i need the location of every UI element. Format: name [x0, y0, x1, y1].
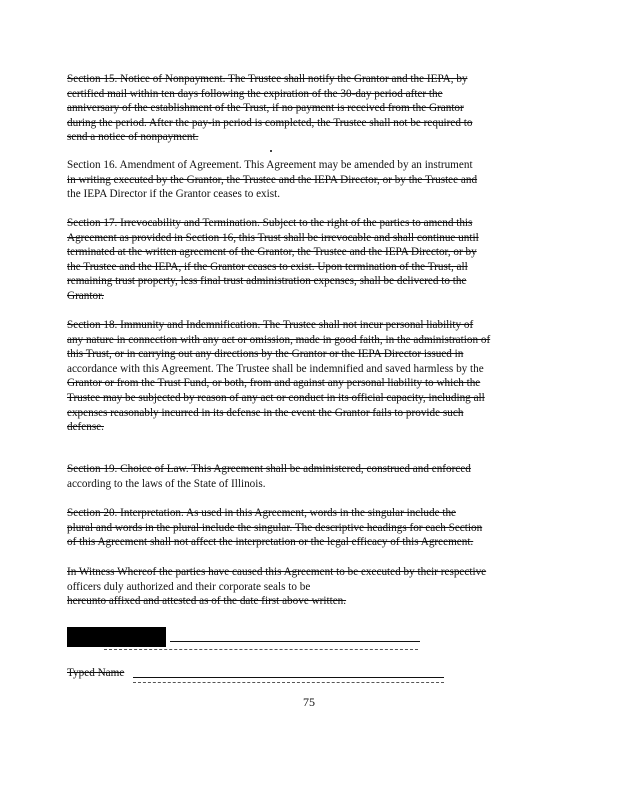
text-line: in writing executed by the Grantor, the Trustee and the IEPA Director, or by the Trustee and: [67, 173, 478, 186]
text-line: any nature in connection with any act or omission, made in good faith, in the administration of: [67, 333, 491, 346]
typed-name-line: [133, 677, 444, 678]
typed-name-label: Typed Name: [67, 667, 125, 679]
witness-clause: [67, 565, 537, 609]
signature-line-underscore: [104, 649, 418, 650]
text-line: plural and words in the plural include the singular. The descriptive headings for each Section: [67, 521, 483, 534]
text-line: In Witness Whereof the parties have caused this Agreement to be executed by their respective: [67, 566, 487, 578]
typed-name-line-underscore: [133, 682, 444, 683]
text-line: of this Agreement shall not affect the interpretation or the legal efficacy of this Agreement.: [67, 536, 474, 549]
text-line: this Trust, or in carrying out any directions by the Grantor or the IEPA Director issued in: [67, 348, 464, 361]
text-line: officers duly authorized and their corporate seals to be: [67, 580, 311, 593]
text-line: Trustee may be subjected by reason of any act or conduct in its official capacity, including all: [67, 391, 485, 404]
section-19-choice-of-law: [67, 462, 537, 491]
text-line: the IEPA Director if the Grantor ceases to exist.: [67, 188, 281, 201]
text-line: accordance with this Agreement. The Trustee shall be indemnified and saved harmless by the: [67, 362, 484, 375]
text-line: remaining trust property, less final trust administration expenses, shall be delivered to the: [67, 275, 467, 288]
text-line: the Trustee and the IEPA, if the Grantor ceases to exist. Upon termination of the Trust, all: [67, 260, 468, 273]
text-line: anniversary of the establishment of the Trust, if no payment is received from the Grantor: [67, 102, 464, 115]
text-line: Section 17. Irrevocability and Termination. Subject to the right of the parties to amend this: [67, 217, 473, 229]
text-line: during the period. After the pay-in period is completed, the Trustee shall not be required to: [67, 116, 473, 129]
text-line: Section 18. Immunity and Indemnification. The Trustee shall not incur personal liability of: [67, 319, 474, 331]
text-line: Section 16. Amendment of Agreement. This Agreement may be amended by an instrument: [67, 159, 473, 171]
text-line: send a notice of nonpayment.: [67, 131, 199, 144]
section-15-notice-of-nonpayment: [67, 72, 537, 145]
text-line: certified mail within ten days following the expiration of the 30-day period after the: [67, 87, 443, 100]
text-line: terminated at the written agreement of the Grantor, the Trustee and the IEPA Director, or by: [67, 246, 477, 259]
section-18-immunity: [67, 318, 537, 435]
text-line: expenses reasonably incurred in its defense in the event the Grantor fails to provide such: [67, 406, 464, 419]
text-line: Grantor or from the Trust Fund, or both, from and against any personal liability to which the: [67, 377, 481, 390]
signature-line: [170, 641, 420, 642]
text-line: Grantor.: [67, 289, 104, 302]
text-line: Section 20. Interpretation. As used in this Agreement, words in the singular include the: [67, 507, 456, 519]
text-line: Agreement as provided in Section 16, this Trust shall be irrevocable and shall continue until: [67, 231, 479, 244]
page-number: 75: [303, 695, 315, 709]
section-20-interpretation: [67, 506, 537, 550]
text-line: Section 15. Notice of Nonpayment. The Trustee shall notify the Grantor and the IEPA, by: [67, 73, 468, 85]
text-line: defense.: [67, 421, 104, 434]
stray-mark: [270, 150, 272, 152]
text-line: according to the laws of the State of Illinois.: [67, 477, 266, 490]
section-17-irrevocability: [67, 216, 537, 304]
text-line: Section 19. Choice of Law. This Agreement shall be administered, construed and enforced: [67, 463, 471, 475]
text-line: hereunto affixed and attested as of the date first above written.: [67, 595, 347, 608]
redaction-block: [67, 627, 166, 647]
section-16-amendment: [67, 158, 537, 202]
